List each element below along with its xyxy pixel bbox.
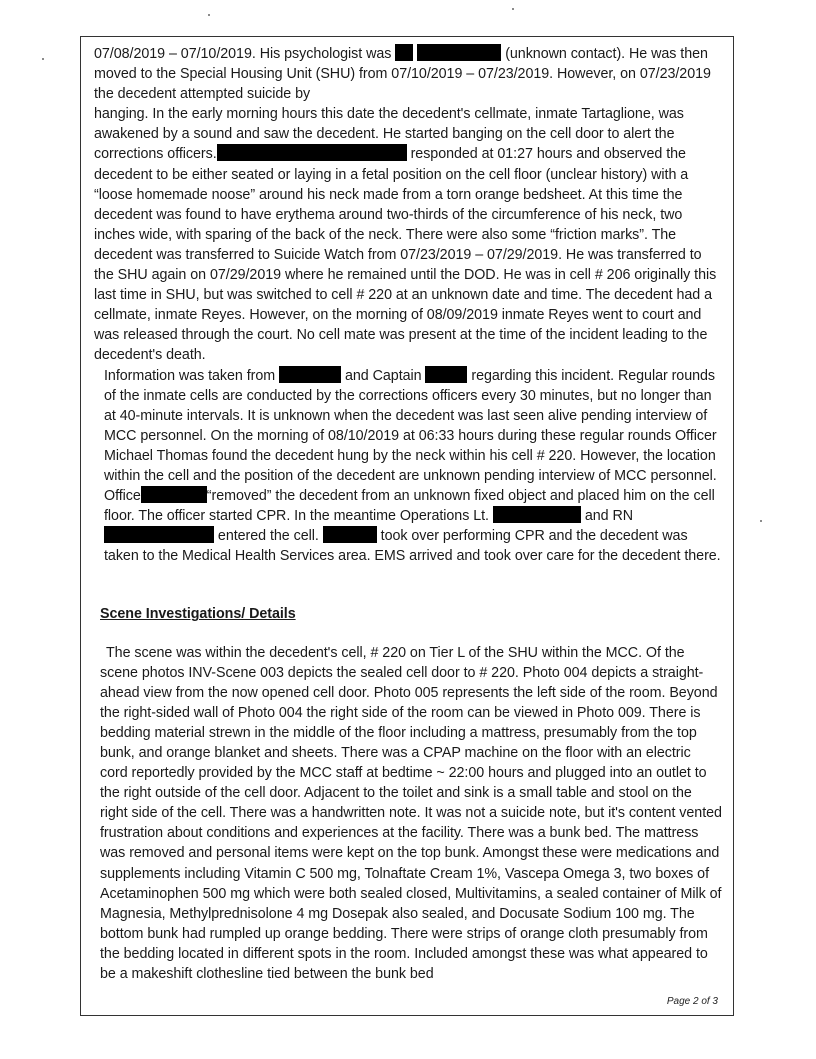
scan-speck — [760, 520, 762, 522]
scene-section — [94, 604, 722, 984]
page-number: Page 2 of 3 — [666, 996, 718, 1007]
narrative-paragraph-2: hanging. In the early morning hours this date the decedent's cellmate, inmate Tartaglione, was awakened by a sound and saw the decedent. He started banging on the cell door to alert the corrections officers. responded at 01:27 hours and observed the decedent to be either seated or laying in a fetal position on the cell floor (unclear history) with a “loose homemade noose” around his neck made from a torn orange bedsheet. At this time the decedent was found to have erythema around two-thirds of the circumference of his neck, two inches wide, with sparing of the back of the neck. There were also some “friction marks”. The decedent was transferred to Suicide Watch from 07/23/2019 – 07/29/2019. He was transferred to the SHU again on 07/29/2019 where he remained until the DOD. He was in cell # 206 originally this last time in SHU, but was switched to cell # 220 at an unknown date and time. The decedent had a cellmate, inmate Reyes. However, on the morning of 08/09/2019 inmate Reyes went to court and was released through the court. No cell mate was present at the time of the incident leading to the decedent's death. — [94, 106, 717, 364]
redaction-box — [395, 44, 413, 61]
redaction-box — [493, 506, 581, 523]
narrative-paragraph-3: Information was taken from and Captain regarding this incident. Regular rounds of the inmate cells are conducted by the corrections officers every 30 minutes, but no longer than at 40-minute intervals. It is unknown when the decedent was last seen alive pending interview of MCC personnel. On the morning of 08/10/2019 at 06:33 hours during these regular rounds Officer Michael Thomas found the decedent hung by the neck within his cell # 220. However, the location within the cell and the position of the decedent are unknown pending interview of MCC personnel. Office “removed” the decedent from an unknown fixed object and placed him on the cell floor. The officer started CPR. In the meantime Operations Lt. and RN entered the cell. took over performing CPR and the decedent was taken to the Medical Health Services area. EMS arrived and took over care for the decedent there. — [104, 367, 721, 565]
redaction-box — [425, 366, 467, 383]
scan-speck — [512, 8, 514, 10]
redaction-box — [104, 526, 214, 543]
redaction-box — [417, 44, 501, 61]
redaction-box — [279, 366, 341, 383]
narrative-paragraph-1: 07/08/2019 – 07/10/2019. His psychologist was (unknown contact). He was then moved to the Special Housing Unit (SHU) from 07/10/2019 – 07/23/2019. However, on 07/23/2019 the decedent attempted suicide by — [94, 46, 711, 103]
scan-speck — [208, 14, 210, 16]
redaction-box — [217, 144, 407, 161]
report-body — [94, 44, 722, 984]
scene-paragraph: The scene was within the decedent's cell, # 220 on Tier L of the SHU within the MCC. Of the scene photos INV-Scene 003 depicts the sealed cell door to # 220. Photo 004 depicts a straight-ahead view from the now opened cell door. Photo 005 represents the left side of the room. Beyond the right-sided wall of Photo 004 the right side of the room can be viewed in Photo 009. There is bedding material strewn in the middle of the floor including a mattress, presumably from the top bunk, and orange blanket and sheets. There was a CPAP machine on the floor with an electric cord reportedly provided by the MCC staff at bedtime ~ 22:00 hours and plugged into an outlet to the right outside of the cell door. Adjacent to the toilet and sink is a small table and stool on the right side of the cell. There was a handwritten note. It was not a suicide note, but it's content vented frustration about conditions and experiences at the facility. There was a bunk bed. The mattress was removed and personal items were kept on the top bunk. Amongst these were medications and supplements including Vitamin C 500 mg, Tolnaftate Cream 1%, Vascepa Omega 3, two boxes of Acetaminophen 500 mg which were both sealed closed, Multivitamins, a sealed container of Milk of Magnesia, Methylprednisolone 4 mg Dosepak also sealed, and Docusate Sodium 100 mg. The bottom bunk had rumpled up orange bedding. There were strips of orange cloth presumably from the bedding located in different spots in the room. Included amongst these was what appeared to be a makeshift clothesline tied between the bunk bed — [100, 644, 722, 983]
redaction-box — [323, 526, 377, 543]
scan-speck — [42, 58, 44, 60]
section-heading: Scene Investigations/ Details — [100, 606, 296, 623]
redaction-box — [141, 486, 207, 503]
